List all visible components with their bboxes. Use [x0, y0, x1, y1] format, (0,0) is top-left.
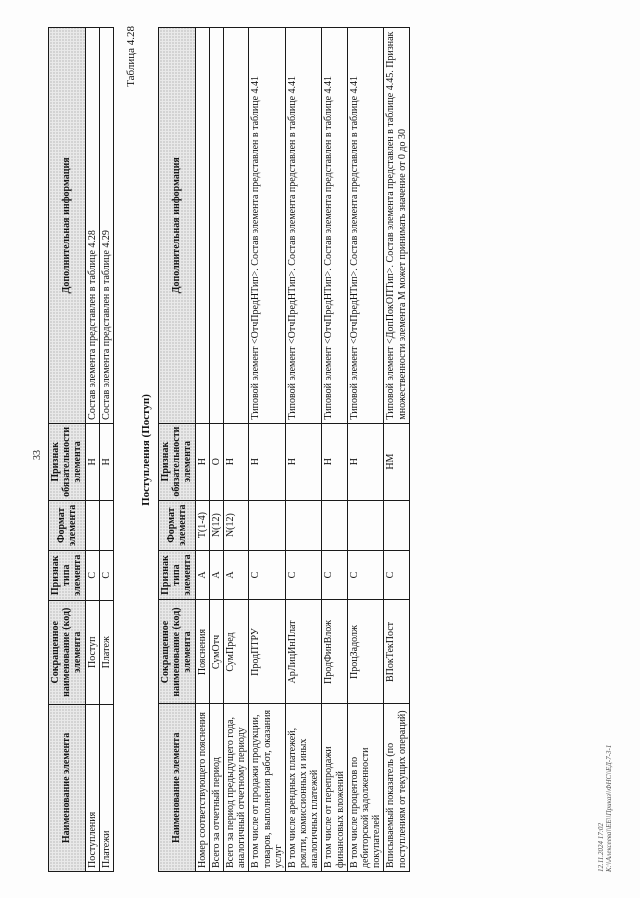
table-cell: Всего за период предыдущего года, аналогичный отчетному периоду	[223, 704, 248, 872]
print-stamp	[597, 745, 613, 872]
table-cell: Состав элемента представлен в таблице 4.29	[99, 28, 113, 424]
table-cell: В том числе арендных платежей, роялти, комиссионных и иных аналогичных платежей	[285, 704, 322, 872]
table-cell	[195, 28, 209, 424]
table-cell: T(1-4)	[195, 500, 209, 550]
table-cell: ПродФинВлож	[322, 600, 347, 704]
header-cell: Наименование элемента	[49, 704, 86, 871]
table-row	[99, 28, 113, 872]
header-cell: Признак типа элемента	[49, 550, 86, 600]
table-cell: Н	[322, 423, 347, 500]
table-cell: Всего за отчетный период	[209, 704, 223, 872]
table-cell: Н	[347, 423, 384, 500]
table-cell	[384, 500, 409, 550]
header-cell: Формат элемента	[49, 500, 86, 550]
header-cell: Дополнительная информация	[49, 28, 86, 424]
table-cell: ПродПТРУ	[249, 600, 286, 704]
table-cell: Н	[285, 423, 322, 500]
header-cell: Сокращенное наименование (код) элемента	[159, 600, 196, 704]
table-row	[85, 28, 99, 872]
table-cell: СумОтч	[209, 600, 223, 704]
table-header-row	[159, 28, 196, 872]
stamp-path: К:\\Алексеева\\ЕЕ\\Приказ\\ФНС\\ЕД-7-3-1	[605, 744, 614, 872]
table-cell: С	[85, 550, 99, 600]
table-elements-summary	[48, 27, 114, 872]
table-cell: О	[209, 423, 223, 500]
table-cell: С	[285, 550, 322, 600]
table-cell: Н	[223, 423, 248, 500]
table-cell: В том числе процентов по дебиторской задолженности покупателей	[347, 704, 384, 872]
table-cell	[249, 500, 286, 550]
table-cell: Н	[249, 423, 286, 500]
table-cell: Состав элемента представлен в таблице 4.28	[85, 28, 99, 424]
table-cell	[223, 28, 248, 424]
table-cell: С	[322, 550, 347, 600]
table-cell	[347, 500, 384, 550]
table-cell: Вписываемый показатель (по поступлениям от текущих операций)	[384, 704, 409, 872]
table-cell: Типовой элемент <ОтчПредНТип>. Состав элемента представлен в таблице 4.41	[249, 28, 286, 424]
rotated-content	[32, 20, 612, 880]
table-row	[322, 28, 347, 872]
table-cell: Н	[85, 423, 99, 500]
table-cell: Номер соответствующего пояснения	[195, 704, 209, 872]
header-cell: Признак типа элемента	[159, 550, 196, 600]
table-row	[209, 28, 223, 872]
table-cell	[285, 500, 322, 550]
table-cell	[209, 28, 223, 424]
table-cell	[322, 500, 347, 550]
table-cell: В том числе от продажи продукции, товаров, выполнения работ, оказания услуг	[249, 704, 286, 872]
table-header-row	[49, 28, 86, 872]
table-cell: А	[195, 550, 209, 600]
table-cell: Поступления	[85, 704, 99, 871]
table-cell: С	[384, 550, 409, 600]
table-cell: С	[249, 550, 286, 600]
table-cell: А	[209, 550, 223, 600]
table-cell: АрЛицИнПлат	[285, 600, 322, 704]
header-cell: Формат элемента	[159, 500, 196, 550]
table-row	[223, 28, 248, 872]
table-cell: Типовой элемент <ОтчПредНТип>. Состав элемента представлен в таблице 4.41	[285, 28, 322, 424]
table-row	[195, 28, 209, 872]
table-postupleniya	[158, 27, 410, 872]
table-row	[384, 28, 409, 872]
header-cell: Признак обязательности элемента	[159, 423, 196, 500]
table-cell: N(12)	[223, 500, 248, 550]
table-cell: Поступ	[85, 600, 99, 704]
table-cell: Пояснения	[195, 600, 209, 704]
header-cell: Признак обязательности элемента	[49, 423, 86, 500]
table-row	[285, 28, 322, 872]
table-cell: СумПред	[223, 600, 248, 704]
table-cell: НМ	[384, 423, 409, 500]
page-number: 33	[32, 450, 43, 460]
table-cell: А	[223, 550, 248, 600]
header-cell: Дополнительная информация	[159, 28, 196, 424]
table-cell: С	[347, 550, 384, 600]
table-cell: ВПокТекПост	[384, 600, 409, 704]
table-cell	[99, 500, 113, 550]
table-cell: Типовой элемент <ОтчПредНТип>. Состав элемента представлен в таблице 4.41	[347, 28, 384, 424]
header-cell: Наименование элемента	[159, 704, 196, 872]
table-cell: С	[99, 550, 113, 600]
table-cell: Н	[99, 423, 113, 500]
table-cell: Типовой элемент <ОтчПредНТип>. Состав элемента представлен в таблице 4.41	[322, 28, 347, 424]
stamp-date: 12.11.2024 17:02	[597, 822, 605, 872]
table-cell	[85, 500, 99, 550]
table-cell: Платежи	[99, 704, 113, 871]
header-cell: Сокращенное наименование (код) элемента	[49, 600, 86, 704]
table-row	[249, 28, 286, 872]
table-cell: В том числе от перепродажи финансовых вложений	[322, 704, 347, 872]
table-caption: Таблица 4.28	[125, 26, 137, 87]
table-cell: Платеж	[99, 600, 113, 704]
table-cell: Н	[195, 423, 209, 500]
section-title: Поступления (Поступ)	[140, 394, 152, 506]
table-cell: ПроцЗадолж	[347, 600, 384, 704]
table-cell: Типовой элемент <ДопПокОПТип>. Состав элемента представлен в таблице 4.45. Признак множественности элемента М может принимать значение от 0 до 30	[384, 28, 409, 424]
table-cell: N(12)	[209, 500, 223, 550]
table-row	[347, 28, 384, 872]
